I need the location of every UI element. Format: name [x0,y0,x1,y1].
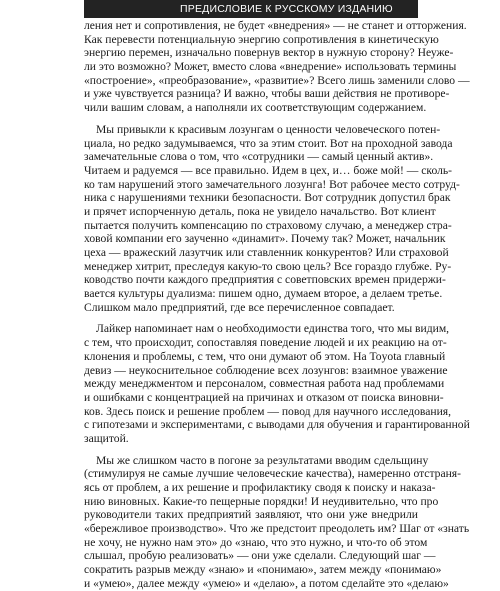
text-line: и «умею», далее между «умею» и «делаю», а потом сделайте это «делаю» [84,576,449,590]
text-line: ков. Здесь поиск и решение проблем — повод для научного исследования, [84,404,452,418]
text-line: слышал, пробую реализовать» — они уже сделали. Следующий шаг — [84,549,436,563]
text-line: ления нет и сопротивления, не будет «внедрения» — не станет и отторжения. [84,19,467,32]
text-line: Читаем и радуемся — все правильно. Идем в цех, и… боже мой! — сколь- [84,163,453,177]
text-line: Мы привыкли к красивым лозунгам о ценности человеческого потен- [96,122,441,136]
paragraph [84,322,470,445]
text-line: защитой. [84,431,129,445]
text-line: клонения и проблемы, с тем, что они думают об этом. На Toyota главный [84,349,446,363]
text-line: менеджер хитрит, преследуя какую-то свою цель? Все гораздо глубже. Ру- [84,259,452,273]
text-line: вается культуры дуализма: пишем одно, думаем второе, а делаем третье. [84,287,443,301]
text-line: девиз — неукоснительное соблюдение всех лозунгов: взаимное уважение [84,363,448,377]
text-line: энергию перемен, изначально повернув вектор в нужную сторону? Неуже- [84,46,454,60]
text-line: циала, но редко задумываемся, что за этим стоит. Вот на проходной завода [84,136,453,150]
text-line: Лайкер напоминает нам о необходимости единства того, что мы видим, [96,322,450,336]
text-line: и ошибками с концентрацией на причинах и отказом от поиска виновни- [84,390,444,404]
text-line: ясь от проблем, а их решение и профилактику сводя к поиску и наказа- [84,481,436,494]
text-line: нию виновных. Какие-то пещерные порядки! И неудивительно, что про [84,494,439,508]
text-line: с тем, что происходит, сопоставляя поведение людей и их реакцию на от- [84,336,447,350]
text-line: руководители таких предприятий заявляют, что они уже внедрили [84,508,418,522]
text-line: ли это возможно? Может, вместо слова «внедрение» использовать термины [84,60,457,74]
text-line: ко там нарушений этого замечательного лозунга! Вот рабочее место сотруд- [84,177,460,191]
paragraph [84,19,470,115]
body-text [84,19,470,591]
text-line: «построение», «преобразование», «развитие»? Всего лишь заменили слово — [84,73,470,87]
text-line: ховой компании его заученно «динамит». Почему так? Может, начальник [84,232,446,246]
page-number: 9 [474,2,481,16]
text-line: и прячет испорченную деталь, пока не увидело начальство. Вот клиент [84,204,436,218]
text-line: пытается получить компенсацию по страховому случаю, а менеджер стра- [84,218,452,232]
paragraph [84,122,460,315]
text-line: сократить разрыв между «знаю» и «понимаю», затем между «понимаю» [84,563,442,577]
text-line: ника с нарушениями техники безопасности. Вот сотрудник допустил брак [84,191,451,205]
text-line: «бережливое производство». Что же предстоит преодолеть им? Шаг от «знать [84,522,470,536]
text-line: Слишком мало предприятий, где все перечисленное совпадает. [84,300,395,314]
text-line: цеха — вражеский лазутчик или ставленник конкурентов? Или страховой [84,246,449,259]
text-line: чили вашим словам, а наполняли их соответствующим содержанием. [84,101,427,115]
text-line: замечательные слова о том, что «сотрудники — самый ценный актив». [84,150,434,164]
text-line: (стимулируя не самые лучшие человеческие качества), намеренно отстраня- [84,467,462,481]
paragraph [84,453,470,591]
text-line: ководство почти каждого предприятия с советповских времен придержи- [84,273,446,287]
running-header-title: ПРЕДИСЛОВИЕ К РУССКОМУ ИЗДАНИЮ [180,3,393,15]
text-line: Мы же слишком часто в погоне за результатами вводим сдельщину [96,453,429,467]
text-line: между менеджментом и персоналом, совместная работа над проблемами [84,377,445,391]
text-line: Как перевести потенциальную энергию сопротивления в кинетическую [84,32,439,46]
text-line: с гипотезами и экспериментами, с выводами для обучения и гарантированной [84,418,470,432]
running-header [84,0,481,18]
text-line: и уже чувствуется разница? И важно, чтобы ваши действия не противоре- [84,87,450,101]
text-line: не хочу, не нужно нам это» до «знаю, что это нужно, и что-то об этом [84,535,428,549]
